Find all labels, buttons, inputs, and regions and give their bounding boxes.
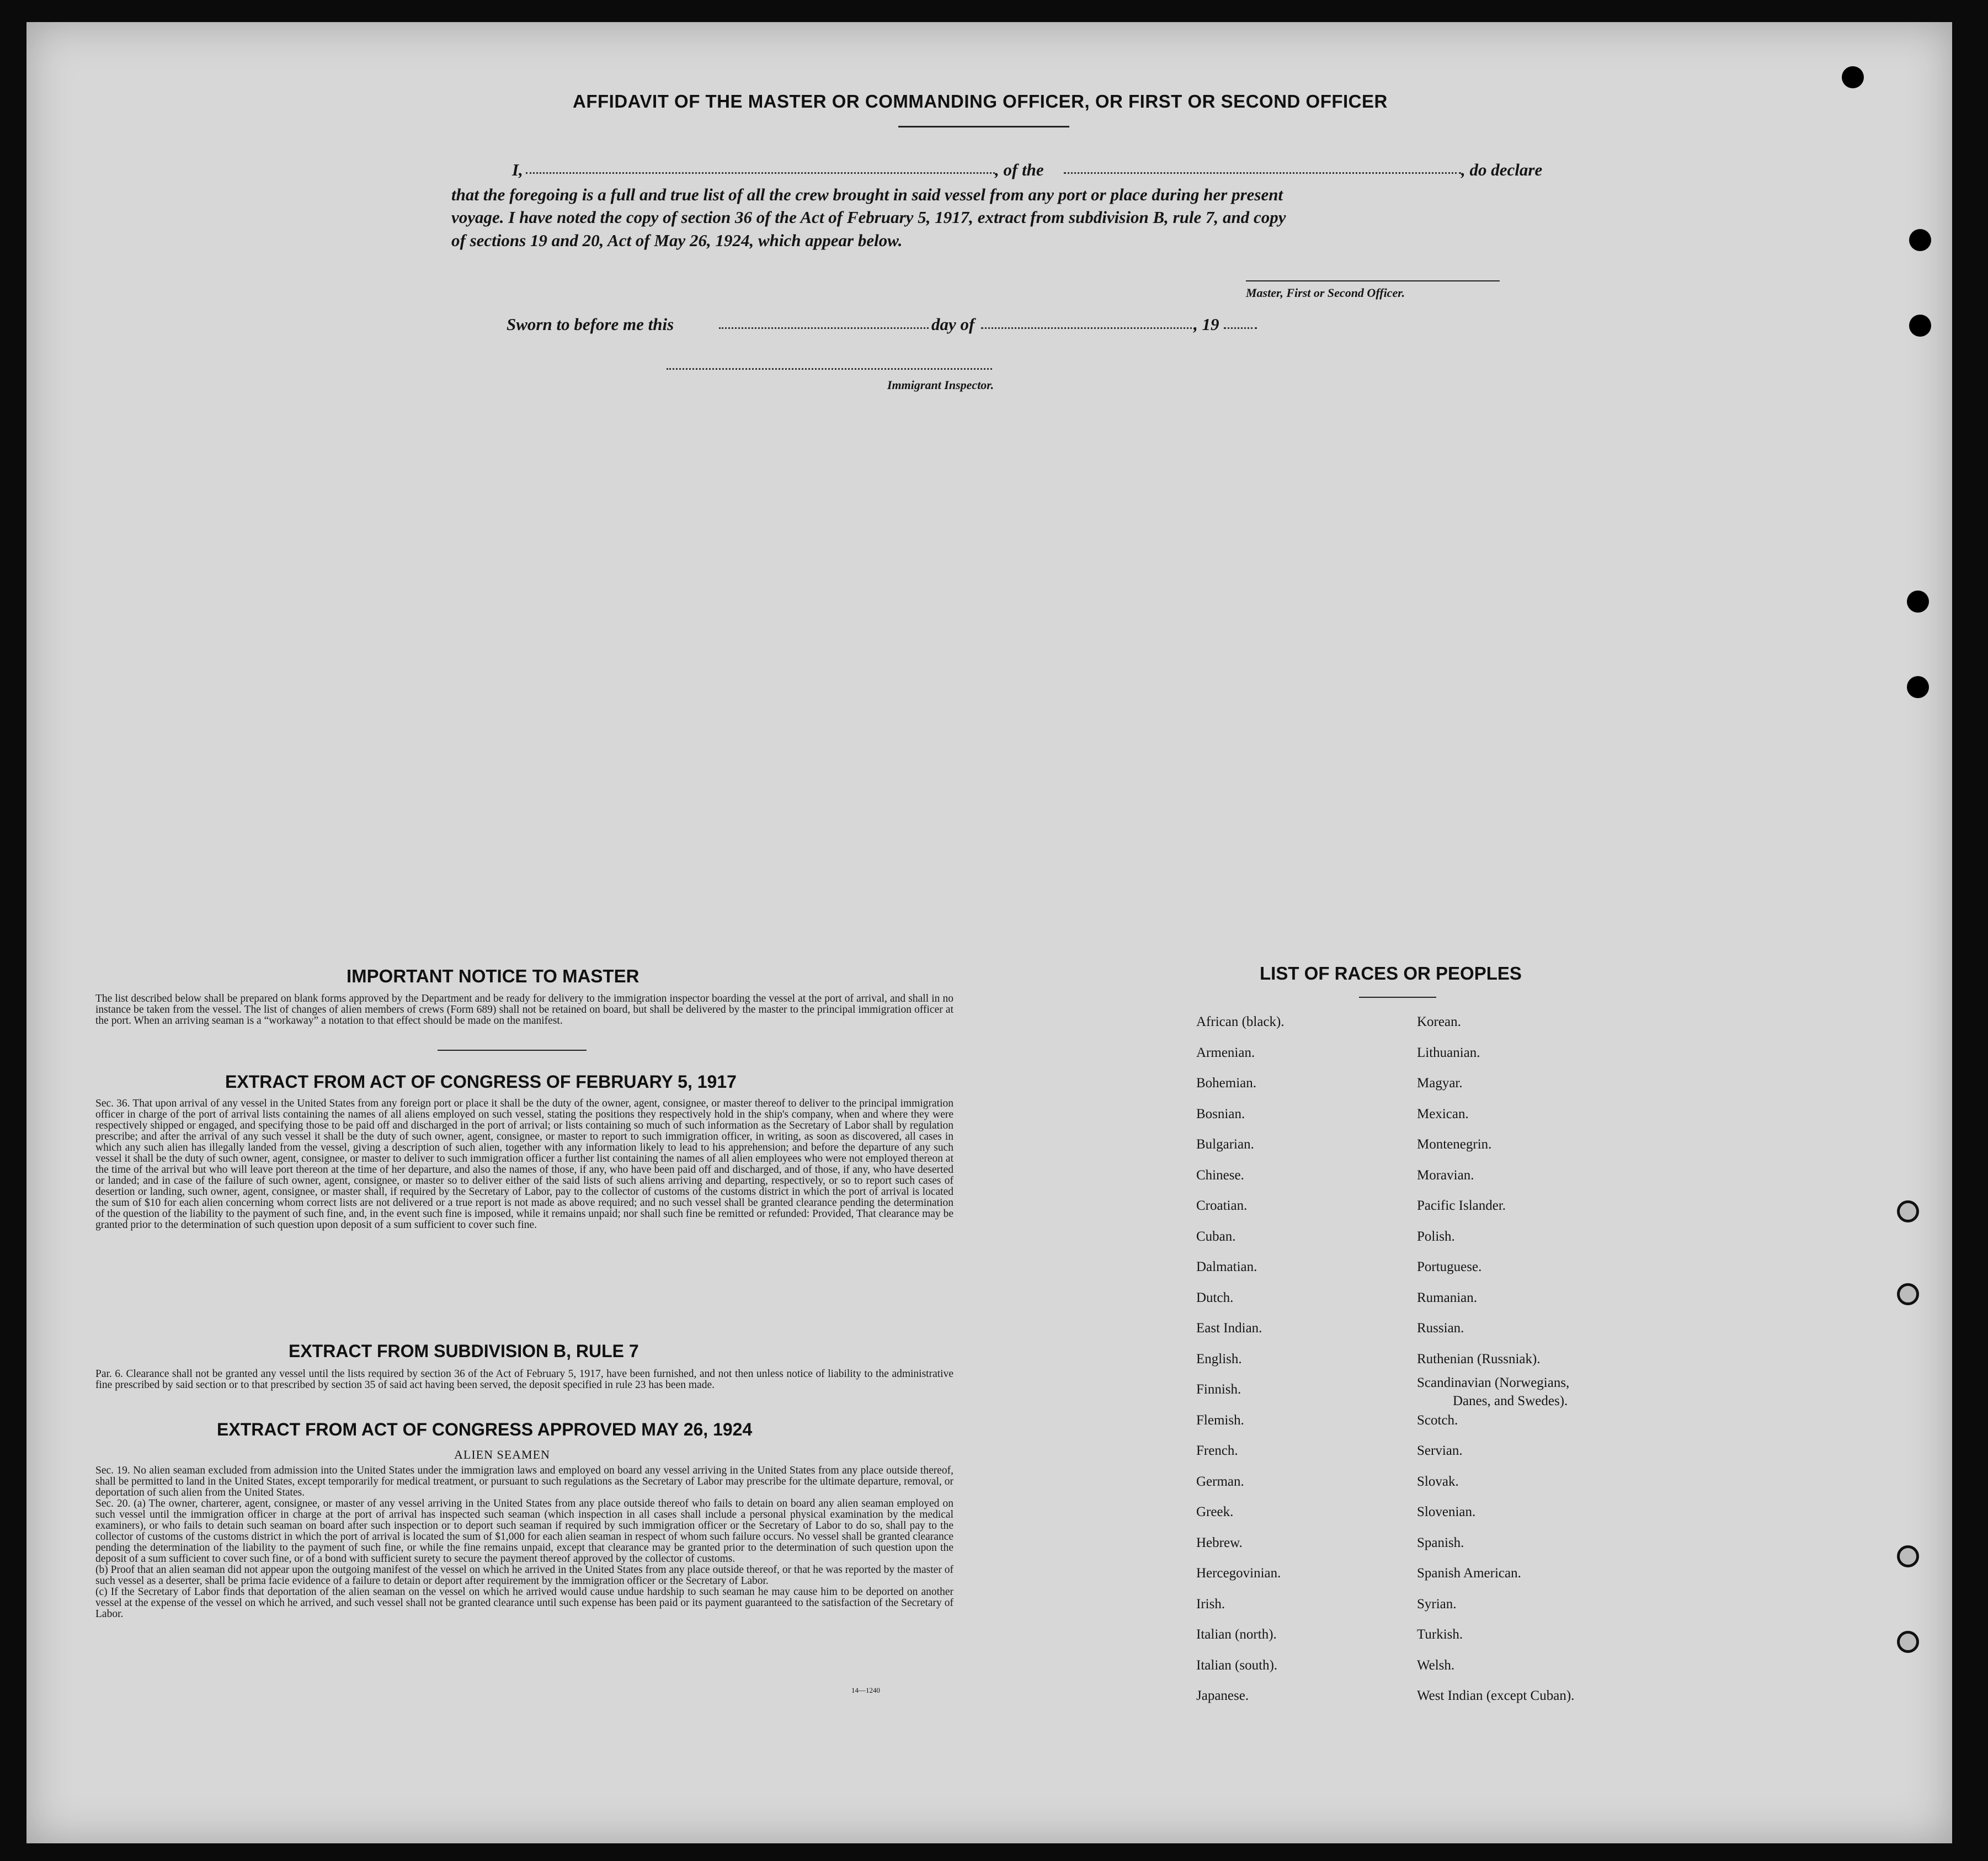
vessel-field[interactable]	[1064, 172, 1461, 174]
affidavit-line-2: that the foregoing is a full and true list of all the crew brought in said vessel from any port or place during her present	[451, 185, 1283, 204]
race-item: Spanish American.	[1417, 1566, 1521, 1581]
race-item: Turkish.	[1417, 1627, 1463, 1642]
races-title: LIST OF RACES OR PEOPLES	[1260, 963, 1522, 983]
extract-rule7-title: EXTRACT FROM SUBDIVISION B, RULE 7	[289, 1341, 639, 1361]
punch-hole	[1897, 1631, 1919, 1653]
extract-1917-title: EXTRACT FROM ACT OF CONGRESS OF FEBRUARY 5, 1917	[225, 1072, 737, 1092]
race-item: Mexican.	[1417, 1107, 1469, 1121]
race-item: Scandinavian (Norwegians,	[1417, 1375, 1570, 1390]
sec-19: Sec. 19. No alien seaman excluded from admission into the United States under the immigration laws and employed on board any vessel arriving in the United States from any place outside thereof, shall be permitted to land in the United States, except temporarily for medical treatment, or pursuant to such regulations as the Secretary of Labor may prescribe for the ultimate departure, removal, or deportation of such alien from the United States.	[95, 1465, 953, 1498]
race-item: Irish.	[1196, 1597, 1225, 1612]
race-item: Slovenian.	[1417, 1504, 1476, 1519]
race-item: Russian.	[1417, 1321, 1464, 1336]
form-page	[26, 22, 1952, 1843]
race-item: Lithuanian.	[1417, 1045, 1480, 1060]
race-item: West Indian (except Cuban).	[1417, 1688, 1575, 1703]
punch-hole	[1907, 676, 1929, 698]
race-item: Greek.	[1196, 1504, 1234, 1519]
race-item: Polish.	[1417, 1229, 1455, 1244]
notice-title: IMPORTANT NOTICE TO MASTER	[347, 966, 639, 986]
race-item: Syrian.	[1417, 1597, 1457, 1612]
race-item: Bohemian.	[1196, 1076, 1257, 1091]
form-number: 14—1240	[851, 1686, 880, 1694]
race-item: Rumanian.	[1417, 1290, 1478, 1305]
race-item: Croatian.	[1196, 1198, 1248, 1213]
year-prefix: , 19	[1193, 315, 1219, 334]
punch-hole	[1842, 66, 1864, 88]
race-item: Italian (south).	[1196, 1658, 1278, 1673]
race-item: Bulgarian.	[1196, 1137, 1254, 1152]
sec-20c: (c) If the Secretary of Labor finds that deportation of the alien seaman on the vessel on which he arrived would cause undue hardship to such seaman he may cause him to be deported on another vessel at the expense of the vessel on which he arrived, and such vessel shall not be granted clearance until such expense has been paid or its payment guaranteed to the satisfaction of the Secretary of Labor.	[95, 1586, 953, 1620]
affidavit-do-declare: , do declare	[1461, 160, 1543, 179]
extract-1924-body	[95, 1465, 953, 1620]
extract-rule7-body: Par. 6. Clearance shall not be granted any vessel until the lists required by section 36 of the Act of February 5, 1917, have been furnished, and not then unless notice of liability to the administrative fine prescribed by said section or to that prescribed by section 35 of said act having been served, the deposit specified in rule 23 has been made.	[95, 1368, 953, 1391]
notice-body: The list described below shall be prepared on blank forms approved by the Department and be ready for delivery to the immigration inspector boarding the vessel at the port of arrival, and shall in no instance be taken from the vessel. The list of changes of alien members of crews (Form 689) shall not be retained on board, but shall be delivered by the master to the principal immigration officer at the port. When an arriving seaman is a “workaway” a notation to that effect should be made on the manifest.	[95, 993, 953, 1027]
master-signature-label: Master, First or Second Officer.	[1246, 286, 1405, 300]
race-item: Pacific Islander.	[1417, 1198, 1506, 1213]
affidavit-of-the: , of the	[995, 160, 1044, 179]
affidavit-title: AFFIDAVIT OF THE MASTER OR COMMANDING OFFICER, OR FIRST OR SECOND OFFICER	[573, 91, 1388, 111]
race-item: Italian (north).	[1196, 1627, 1277, 1642]
sec-20b: (b) Proof that an alien seaman did not appear upon the outgoing manifest of the vessel on which he arrived in the United States from any place outside thereof, or that he was reported by the master of such vessel as a deserter, shall be prima facie evidence of a failure to detain or deport after requirement by the immigration officer or the Secretary of Labor.	[95, 1564, 953, 1587]
race-item: Ruthenian (Russniak).	[1417, 1352, 1541, 1366]
affidavit-line-3: voyage. I have noted the copy of section 36 of the Act of February 5, 1917, extract from subdivision B, rule 7, and copy	[451, 208, 1286, 227]
sworn-year-field[interactable]	[1224, 327, 1257, 329]
race-item: Welsh.	[1417, 1658, 1455, 1673]
race-item: Portuguese.	[1417, 1259, 1482, 1274]
extract-1924-subtitle: ALIEN SEAMEN	[454, 1448, 550, 1461]
sworn-month-field[interactable]	[981, 327, 1196, 329]
race-item-continued: Danes, and Swedes).	[1453, 1394, 1568, 1408]
race-item: Cuban.	[1196, 1229, 1236, 1244]
race-item: Finnish.	[1196, 1382, 1241, 1397]
sworn-text: Sworn to before me this	[507, 315, 674, 334]
race-item: Japanese.	[1196, 1688, 1249, 1703]
name-field[interactable]	[526, 172, 995, 174]
affidavit-line-4: of sections 19 and 20, Act of May 26, 1924, which appear below.	[451, 231, 903, 250]
master-signature-line[interactable]	[1246, 280, 1500, 281]
extract-1917-body: Sec. 36. That upon arrival of any vessel in the United States from any foreign port or place it shall be the duty of the owner, agent, consignee, or master thereof to deliver to the principal immigration officer in charge of the port of arrival lists containing the names of all aliens employed on such vessel, stating the positions they respectively hold in the ship's company, when and where they were respectively shipped or engaged, and specifying those to be paid off and discharged in the port of arrival; or lists containing so much of such information as the Secretary of Labor shall by regulation prescribe; and after the arrival of any such vessel it shall be the duty of such owner, agent, consignee, or master to report to such immigration officer, in writing, as soon as discovered, all cases in which any such alien has illegally landed from the vessel, giving a description of such alien, together with any information likely to lead to his apprehension; and before the departure of any such vessel it shall be the duty of such owner, agent, consignee, or master to deliver to such immigration officer a further list containing the names of all alien employees who were not employed thereon at the time of the arrival but who will leave port thereon at the time of her departure, and also the names of those, if any, who have been paid off and discharged, and of those, if any, who have deserted or landed; and in case of the failure of such owner, agent, consignee, or master so to deliver either of the said lists of such aliens arriving and departing, respectively, or so to report such cases of desertion or landing, such owner, agent, consignee, or master shall, if required by the Secretary of Labor, pay to the collector of customs of the customs district in which the port of arrival is located the sum of $10 for each alien concerning whom correct lists are not delivered or a true report is not made as above required; and no such vessel shall be granted clearance pending the determination of the question of the liability to the payment of such fine, and, in the event such fine is imposed, while it remains unpaid; nor shall such fine be remitted or refunded: Provided, That clearance may be granted prior to the determination of such question upon deposit of a sum sufficient to cover such fine.	[95, 1098, 953, 1231]
race-item: Flemish.	[1196, 1413, 1244, 1428]
race-item: Scotch.	[1417, 1413, 1458, 1428]
race-item: Servian.	[1417, 1443, 1463, 1458]
race-item: Moravian.	[1417, 1168, 1474, 1183]
race-item: East Indian.	[1196, 1321, 1262, 1336]
race-item: English.	[1196, 1352, 1242, 1366]
race-item: African (black).	[1196, 1014, 1285, 1029]
day-of-text: day of	[931, 315, 975, 334]
punch-hole	[1909, 315, 1931, 337]
punch-hole	[1897, 1200, 1919, 1222]
extract-1924-title: EXTRACT FROM ACT OF CONGRESS APPROVED MAY 26, 1924	[217, 1419, 753, 1439]
inspector-signature-line[interactable]	[667, 368, 992, 370]
sworn-day-field[interactable]	[719, 327, 929, 329]
sec-20a: Sec. 20. (a) The owner, charterer, agent, consignee, or master of any vessel arriving in the United States from any place outside thereof who fails to detain on board any alien seaman employed on such vessel until the immigration officer in charge at the port of arrival has inspected such seaman (which inspection in all cases shall include a personal physical examination by the medical examiners), or who fails to detain such seaman on board after such inspection or to deport such seaman if required by such immigration officer or the Secretary of Labor to do so, shall pay to the collector of customs of the customs district in which the port of arrival is located the sum of $1,000 for each alien seaman in respect of whom such failure occurs. No vessel shall be granted clearance pending the determination of the liability to the payment of such fine, or while the fine remains unpaid, except that clearance may be granted prior to the determination of such question upon the deposit of a sum sufficient to cover such fine, or of a bond with sufficient surety to secure the payment thereof approved by the collector of customs.	[95, 1498, 953, 1565]
title-divider	[898, 126, 1069, 127]
punch-hole	[1897, 1283, 1919, 1305]
race-item: Chinese.	[1196, 1168, 1244, 1183]
race-item: French.	[1196, 1443, 1238, 1458]
race-item: Hercegovinian.	[1196, 1566, 1281, 1581]
race-item: Magyar.	[1417, 1076, 1463, 1091]
punch-hole	[1897, 1545, 1919, 1567]
race-item: Hebrew.	[1196, 1535, 1243, 1550]
race-item: Slovak.	[1417, 1474, 1459, 1489]
race-item: Armenian.	[1196, 1045, 1255, 1060]
punch-hole	[1909, 229, 1931, 251]
race-item: German.	[1196, 1474, 1244, 1489]
race-item: Montenegrin.	[1417, 1137, 1492, 1152]
races-divider	[1359, 997, 1436, 998]
race-item: Bosnian.	[1196, 1107, 1245, 1121]
race-item: Korean.	[1417, 1014, 1461, 1029]
race-item: Spanish.	[1417, 1535, 1464, 1550]
punch-hole	[1907, 591, 1929, 613]
race-item: Dalmatian.	[1196, 1259, 1257, 1274]
section-divider	[438, 1050, 587, 1051]
affidavit-i: I,	[512, 160, 523, 179]
race-item: Dutch.	[1196, 1290, 1234, 1305]
inspector-label: Immigrant Inspector.	[887, 378, 994, 392]
